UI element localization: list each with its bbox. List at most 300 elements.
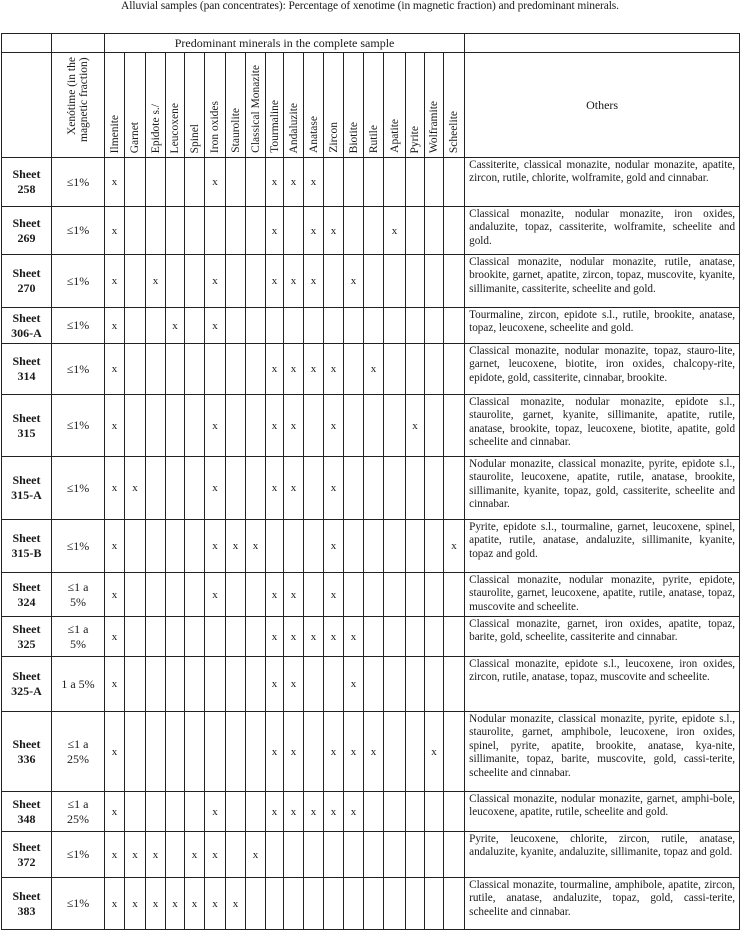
mineral-header-biotite	[344, 53, 364, 158]
xenotime-cell	[52, 457, 105, 520]
mineral-mark-cell	[324, 878, 344, 930]
mineral-header-label: Apatite	[388, 119, 401, 153]
mineral-mark-cell	[146, 712, 166, 792]
mineral-mark-cell	[406, 308, 425, 344]
mineral-mark-cell	[146, 657, 166, 712]
mineral-mark-cell	[406, 657, 425, 712]
sheet-number: 315-B	[11, 546, 42, 560]
header-empty-cell	[2, 53, 52, 158]
presence-mark: x	[290, 419, 297, 432]
sheet-label: Sheet	[12, 310, 41, 325]
presence-mark: x	[111, 319, 118, 332]
mineral-mark-cell	[425, 207, 444, 255]
presence-mark: x	[330, 745, 337, 758]
sheet-label: Sheet	[12, 669, 41, 683]
mineral-mark-cell	[384, 792, 406, 832]
mineral-mark-cell	[105, 395, 125, 457]
mineral-mark-cell	[146, 457, 166, 520]
mineral-header-label: Scheelite	[448, 110, 461, 153]
presence-mark: x	[252, 540, 259, 552]
mineral-mark-cell	[425, 520, 444, 573]
presence-mark: x	[290, 805, 297, 818]
sheet-number: 306-A	[11, 325, 42, 340]
mineral-mark-cell	[364, 520, 384, 573]
mineral-header-label: Leucoxene	[169, 102, 181, 153]
mineral-mark-cell	[185, 207, 205, 255]
mineral-mark-cell	[284, 520, 304, 573]
xenotime-cell	[52, 792, 105, 832]
mineral-mark-cell	[185, 158, 205, 207]
presence-mark: x	[271, 678, 278, 690]
presence-mark: x	[212, 419, 218, 432]
mineral-mark-cell	[266, 712, 284, 792]
mineral-mark-cell	[185, 255, 205, 308]
mineral-mark-cell	[304, 207, 324, 255]
mineral-mark-cell	[226, 878, 246, 930]
mineral-mark-cell	[304, 657, 324, 712]
mineral-mark-cell	[364, 617, 384, 657]
mineral-mark-cell	[205, 712, 226, 792]
mineral-mark-cell	[166, 712, 185, 792]
xenotime-value: ≤1 a	[67, 579, 89, 594]
mineral-mark-cell	[246, 158, 266, 207]
mineral-mark-cell	[166, 344, 185, 395]
mineral-mark-cell	[324, 395, 344, 457]
presence-mark: x	[111, 897, 118, 910]
xenotime-value: ≤1 a	[67, 736, 89, 751]
mineral-mark-cell	[166, 255, 185, 308]
mineral-mark-cell	[304, 712, 324, 792]
sheet-label: Sheet	[12, 621, 41, 636]
mineral-mark-cell	[364, 158, 384, 207]
xenotime-cell	[52, 158, 105, 207]
mineral-mark-cell	[304, 344, 324, 395]
mineral-mark-cell	[146, 395, 166, 457]
mineral-mark-cell	[284, 395, 304, 457]
mineral-mark-cell	[185, 573, 205, 617]
sheet-number: 325-A	[11, 684, 42, 698]
mineral-mark-cell	[425, 395, 444, 457]
sheet-number: 315	[17, 425, 36, 440]
sheet-label: Sheet	[12, 354, 41, 368]
mineral-mark-cell	[125, 617, 146, 657]
mineral-mark-cell	[105, 207, 125, 255]
mineral-mark-cell	[284, 207, 304, 255]
mineral-mark-cell	[266, 158, 284, 207]
mineral-header-label: Epidote s./	[149, 103, 162, 153]
sheet-label: Sheet	[12, 796, 41, 811]
presence-mark: x	[310, 224, 317, 237]
mineral-mark-cell	[146, 207, 166, 255]
mineral-mark-cell	[324, 344, 344, 395]
sheet-cell	[2, 457, 52, 520]
presence-mark: x	[212, 805, 218, 818]
sheet-number: 325	[17, 636, 36, 651]
mineral-header-label: Spinel	[188, 123, 201, 153]
mineral-mark-cell	[324, 308, 344, 344]
mineral-mark-cell	[406, 395, 425, 457]
mineral-mark-cell	[205, 573, 226, 617]
presence-mark: x	[350, 678, 357, 690]
mineral-mark-cell	[246, 520, 266, 573]
table-row	[2, 255, 740, 308]
mineral-mark-cell	[384, 255, 406, 308]
mineral-mark-cell	[246, 617, 266, 657]
mineral-mark-cell	[364, 657, 384, 712]
mineral-mark-cell	[226, 255, 246, 308]
sheet-label: Sheet	[12, 839, 41, 854]
mineral-mark-cell	[226, 158, 246, 207]
xenotime-value: ≤1%	[66, 480, 90, 495]
mineral-mark-cell	[185, 308, 205, 344]
presence-mark: x	[132, 848, 138, 861]
mineral-mark-cell	[284, 617, 304, 657]
sheet-number: 336	[17, 751, 36, 766]
mineral-header-iron-oxides	[205, 53, 226, 158]
presence-mark: x	[252, 848, 259, 861]
presence-mark: x	[290, 275, 297, 287]
xenotime-cell	[52, 617, 105, 657]
mineral-mark-cell	[384, 878, 406, 930]
mineral-mark-cell	[406, 573, 425, 617]
mineral-mark-cell	[444, 792, 465, 832]
table-caption: Alluvial samples (pan concentrates): Percentage of xenotime (in magnetic fraction) and predominant minerals.	[121, 0, 619, 12]
mineral-mark-cell	[125, 158, 146, 207]
xenotime-cell	[52, 207, 105, 255]
mineral-mark-cell	[364, 832, 384, 878]
header-row-columns	[2, 53, 740, 158]
mineral-header-classical-monazite	[246, 53, 266, 158]
presence-mark: x	[111, 176, 118, 188]
mineral-mark-cell	[444, 158, 465, 207]
mineral-mark-cell	[205, 207, 226, 255]
mineral-mark-cell	[105, 457, 125, 520]
presence-mark: x	[111, 224, 118, 237]
xenotime-cell	[52, 255, 105, 308]
mineral-mark-cell	[384, 617, 406, 657]
mineral-mark-cell	[425, 617, 444, 657]
mineral-mark-cell	[266, 878, 284, 930]
presence-mark: x	[271, 363, 278, 375]
mineral-mark-cell	[125, 657, 146, 712]
xenotime-value: ≤1%	[66, 361, 90, 376]
mineral-mark-cell	[344, 520, 364, 573]
mineral-mark-cell	[384, 158, 406, 207]
mineral-mark-cell	[166, 207, 185, 255]
mineral-mark-cell	[266, 255, 284, 308]
mineral-mark-cell	[266, 832, 284, 878]
mineral-mark-cell	[125, 255, 146, 308]
xenotime-value: 5%	[70, 636, 86, 651]
presence-mark: x	[212, 319, 218, 332]
header-empty-cell	[465, 34, 740, 53]
presence-mark: x	[350, 805, 357, 818]
mineral-mark-cell	[226, 712, 246, 792]
mineral-header-leucoxene	[166, 53, 185, 158]
presence-mark: x	[271, 419, 278, 432]
mineral-mark-cell	[425, 657, 444, 712]
mineral-mark-cell	[105, 573, 125, 617]
mineral-header-andaluzite	[284, 53, 304, 158]
others-cell: Classical monazite, garnet, iron oxides, apatite, topaz, barite, gold, scheelite, cassiterite and cinnabar.	[465, 617, 740, 657]
mineral-mark-cell	[304, 255, 324, 308]
presence-mark: x	[310, 630, 317, 643]
mineral-mark-cell	[304, 520, 324, 573]
mineral-mark-cell	[284, 308, 304, 344]
presence-mark: x	[111, 275, 118, 287]
mineral-mark-cell	[344, 712, 364, 792]
mineral-mark-cell	[146, 792, 166, 832]
mineral-mark-cell	[284, 344, 304, 395]
presence-mark: x	[350, 275, 357, 287]
mineral-mark-cell	[105, 792, 125, 832]
mineral-mark-cell	[166, 657, 185, 712]
mineral-mark-cell	[304, 457, 324, 520]
mineral-mark-cell	[324, 207, 344, 255]
sheet-number: 269	[17, 230, 36, 245]
xenotime-value: ≤1%	[66, 847, 90, 861]
mineral-mark-cell	[284, 255, 304, 308]
mineral-mark-cell	[266, 344, 284, 395]
presence-mark: x	[271, 588, 278, 601]
xenotime-cell	[52, 832, 105, 878]
mineral-mark-cell	[444, 344, 465, 395]
mineral-mark-cell	[444, 832, 465, 878]
sheet-label: Sheet	[12, 736, 41, 751]
mineral-mark-cell	[105, 617, 125, 657]
presence-mark: x	[290, 482, 297, 494]
mineral-mark-cell	[185, 712, 205, 792]
mineral-mark-cell	[246, 344, 266, 395]
mineral-mark-cell	[205, 344, 226, 395]
mineral-header-label: Anatase	[307, 115, 320, 153]
sheet-label: Sheet	[12, 531, 41, 545]
mineral-mark-cell	[444, 573, 465, 617]
mineral-mark-cell	[425, 158, 444, 207]
sheet-label: Sheet	[12, 473, 41, 487]
mineral-mark-cell	[185, 617, 205, 657]
mineral-mark-cell	[266, 457, 284, 520]
mineral-header-label: Garnet	[129, 121, 141, 153]
presence-mark: x	[111, 540, 118, 552]
mineral-mark-cell	[205, 657, 226, 712]
mineral-header-wolframite	[425, 53, 444, 158]
sheet-cell	[2, 395, 52, 457]
mineral-mark-cell	[266, 207, 284, 255]
mineral-mark-cell	[166, 878, 185, 930]
table-row	[2, 457, 740, 520]
presence-mark: x	[271, 482, 278, 494]
mineral-mark-cell	[304, 878, 324, 930]
xenotime-cell	[52, 657, 105, 712]
mineral-mark-cell	[425, 712, 444, 792]
mineral-mark-cell	[105, 520, 125, 573]
mineral-mark-cell	[266, 573, 284, 617]
sheet-cell	[2, 832, 52, 878]
mineral-mark-cell	[246, 878, 266, 930]
presence-mark: x	[111, 482, 118, 494]
mineral-mark-cell	[444, 457, 465, 520]
mineral-mark-cell	[364, 712, 384, 792]
others-cell: Nodular monazite, classical monazite, pyrite, epidote s.l., staurolite, leucoxene, apatite, rutile, anatase, brookite, sillimanite, kyanite, topaz, gold, cassiterite, scheelite and cinnabar.	[465, 457, 740, 520]
mineral-mark-cell	[246, 792, 266, 832]
mineral-mark-cell	[344, 657, 364, 712]
sheet-label: Sheet	[12, 410, 41, 425]
mineral-header-label: Wolframite	[428, 100, 440, 153]
mineral-mark-cell	[344, 308, 364, 344]
presence-mark: x	[451, 540, 457, 552]
mineral-mark-cell	[384, 308, 406, 344]
presence-mark: x	[111, 678, 118, 690]
mineral-mark-cell	[425, 344, 444, 395]
sheet-label: Sheet	[12, 266, 41, 280]
mineral-mark-cell	[246, 207, 266, 255]
sheet-cell	[2, 308, 52, 344]
others-cell: Classical monazite, epidote s.l., leucoxene, iron oxides, zircon, rutile, anatase, topaz, muscovite and scheelite.	[465, 657, 740, 712]
sheet-cell	[2, 878, 52, 930]
mineral-mark-cell	[125, 573, 146, 617]
mineral-mark-cell	[406, 255, 425, 308]
sheet-cell	[2, 617, 52, 657]
mineral-mark-cell	[166, 617, 185, 657]
mineral-mark-cell	[444, 255, 465, 308]
mineral-header-label: Andaluzite	[287, 102, 300, 153]
presence-mark: x	[111, 419, 118, 432]
presence-mark: x	[132, 897, 138, 910]
xenotime-value: ≤1%	[66, 896, 90, 910]
mineral-mark-cell	[226, 308, 246, 344]
mineral-mark-cell	[266, 657, 284, 712]
presence-mark: x	[152, 848, 159, 861]
presence-mark: x	[271, 275, 278, 287]
table-row	[2, 158, 740, 207]
sheet-cell	[2, 255, 52, 308]
mineral-mark-cell	[444, 520, 465, 573]
mineral-mark-cell	[125, 308, 146, 344]
mineral-mark-cell	[406, 520, 425, 573]
mineral-mark-cell	[266, 617, 284, 657]
sheet-label: Sheet	[12, 579, 41, 594]
xenotime-value: ≤1 a	[67, 621, 89, 636]
mineral-mark-cell	[284, 657, 304, 712]
mineral-mark-cell	[146, 878, 166, 930]
mineral-mark-cell	[185, 344, 205, 395]
table-row	[2, 308, 740, 344]
mineral-header-zircon	[324, 53, 344, 158]
mineral-mark-cell	[105, 878, 125, 930]
mineral-mark-cell	[246, 657, 266, 712]
presence-mark: x	[212, 540, 218, 552]
presence-mark: x	[330, 363, 337, 375]
mineral-mark-cell	[146, 344, 166, 395]
mineral-mark-cell	[444, 308, 465, 344]
mineral-mark-cell	[185, 832, 205, 878]
others-cell: Classical monazite, nodular monazite, pyrite, epidote, staurolite, garnet, leucoxene, apatite, rutile, anatase, topaz, muscovite and scheelite.	[465, 573, 740, 617]
mineral-mark-cell	[344, 457, 364, 520]
mineral-mark-cell	[284, 832, 304, 878]
xenotime-value: 5%	[70, 594, 86, 609]
mineral-mark-cell	[246, 308, 266, 344]
mineral-mark-cell	[125, 792, 146, 832]
sheet-number: 372	[17, 854, 36, 869]
mineral-mark-cell	[406, 617, 425, 657]
mineral-mark-cell	[125, 832, 146, 878]
table-row	[2, 792, 740, 832]
mineral-mark-cell	[384, 712, 406, 792]
presence-mark: x	[350, 745, 357, 758]
mineral-mark-cell	[425, 308, 444, 344]
others-cell: Pyrite, leucoxene, chlorite, zircon, rutile, anatase, andaluzite, kyanite, andaluzite, sillimanite, topaz and gold.	[465, 832, 740, 878]
mineral-header-label: Ilmenite	[108, 114, 121, 153]
xenotime-cell	[52, 344, 105, 395]
presence-mark: x	[370, 363, 377, 375]
presence-mark: x	[152, 275, 159, 287]
mineral-mark-cell	[324, 657, 344, 712]
mineral-mark-cell	[246, 712, 266, 792]
mineral-mark-cell	[324, 832, 344, 878]
mineral-mark-cell	[246, 457, 266, 520]
presence-mark: x	[172, 319, 178, 332]
presence-mark: x	[271, 176, 278, 188]
mineral-mark-cell	[444, 878, 465, 930]
presence-mark: x	[391, 224, 398, 237]
mineral-header-label: Staurolite	[229, 108, 242, 153]
xenotime-value: ≤1%	[66, 223, 90, 237]
xenotime-cell	[52, 308, 105, 344]
table-row	[2, 878, 740, 930]
table-row	[2, 344, 740, 395]
mineral-mark-cell	[146, 255, 166, 308]
xenotime-value: 25%	[67, 811, 89, 826]
mineral-mark-cell	[425, 878, 444, 930]
mineral-mark-cell	[406, 792, 425, 832]
presence-mark: x	[330, 419, 337, 432]
xenotime-value: ≤1%	[66, 273, 90, 288]
presence-mark: x	[271, 630, 278, 643]
mineral-header-ilmenite	[105, 53, 125, 158]
mineral-mark-cell	[304, 395, 324, 457]
table-row	[2, 207, 740, 255]
presence-mark: x	[191, 897, 198, 910]
mineral-mark-cell	[185, 792, 205, 832]
presence-mark: x	[271, 224, 278, 237]
mineral-header-label: Pyrite	[409, 125, 421, 153]
mineral-mark-cell	[364, 395, 384, 457]
presence-mark: x	[330, 630, 337, 643]
sheet-cell	[2, 207, 52, 255]
others-cell: Cassiterite, classical monazite, nodular monazite, apatite, zircon, rutile, chlorite, wolframite, gold and cinnabar.	[465, 158, 740, 207]
mineral-mark-cell	[166, 832, 185, 878]
mineral-mark-cell	[444, 657, 465, 712]
mineral-mark-cell	[146, 573, 166, 617]
mineral-mark-cell	[226, 573, 246, 617]
mineral-mark-cell	[166, 158, 185, 207]
mineral-mark-cell	[304, 573, 324, 617]
xenotime-value: ≤1%	[66, 174, 90, 189]
header-empty-cell	[2, 34, 52, 53]
xenotime-cell	[52, 878, 105, 930]
mineral-mark-cell	[205, 255, 226, 308]
mineral-mark-cell	[226, 344, 246, 395]
table-row	[2, 657, 740, 712]
mineral-header-pyrite	[406, 53, 425, 158]
mineral-mark-cell	[284, 792, 304, 832]
mineral-mark-cell	[406, 712, 425, 792]
mineral-header-tourmaline	[266, 53, 284, 158]
presence-mark: x	[330, 805, 337, 818]
mineral-header-anatase	[304, 53, 324, 158]
mineral-mark-cell	[284, 573, 304, 617]
